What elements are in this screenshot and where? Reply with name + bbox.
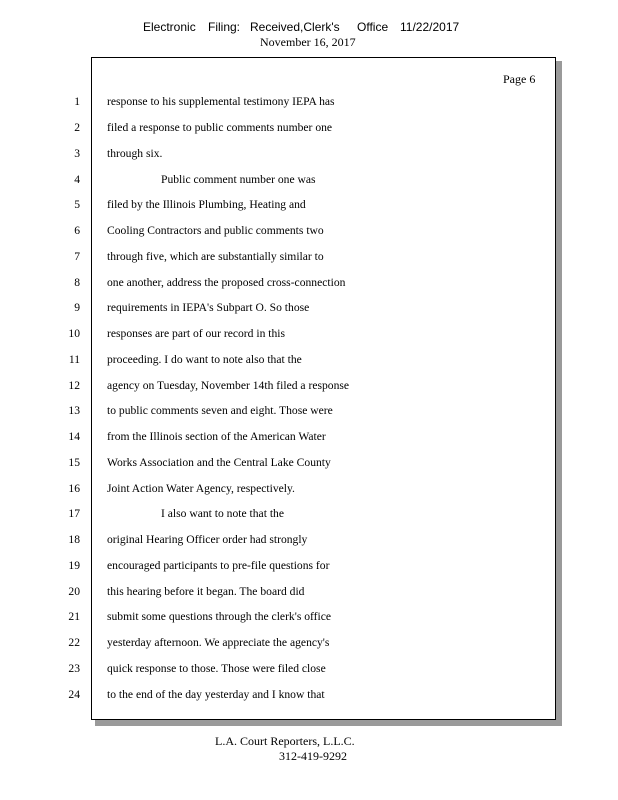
transcript-line <box>0 404 618 424</box>
line-text: yesterday afternoon. We appreciate the agency's <box>107 636 330 649</box>
line-number: 7 <box>74 250 80 263</box>
line-text: requirements in IEPA's Subpart O. So those <box>107 301 310 314</box>
line-number: 20 <box>68 585 80 598</box>
transcript-line <box>0 688 618 708</box>
line-text: I also want to note that the <box>161 507 284 520</box>
transcript-line <box>0 559 618 579</box>
transcript-date: November 16, 2017 <box>260 35 356 49</box>
line-text: quick response to those. Those were filed close <box>107 662 326 675</box>
line-number: 14 <box>68 430 80 443</box>
line-number: 21 <box>68 610 80 623</box>
line-text: response to his supplemental testimony IEPA has <box>107 95 335 108</box>
line-text: through six. <box>107 147 163 160</box>
line-number: 16 <box>68 482 80 495</box>
line-text: encouraged participants to pre-file questions for <box>107 559 330 572</box>
line-text: this hearing before it began. The board did <box>107 585 305 598</box>
line-number: 15 <box>68 456 80 469</box>
line-number: 23 <box>68 662 80 675</box>
line-number: 19 <box>68 559 80 572</box>
electronic-filing-stamp <box>0 20 618 36</box>
transcript-line <box>0 379 618 399</box>
transcript-line <box>0 276 618 296</box>
line-number: 13 <box>68 404 80 417</box>
line-text: from the Illinois section of the American Water <box>107 430 326 443</box>
line-number: 4 <box>74 173 80 186</box>
stamp-office: Office <box>357 20 389 34</box>
transcript-line <box>0 507 618 527</box>
transcript-line <box>0 585 618 605</box>
court-reporter-name: L.A. Court Reporters, L.L.C. <box>215 734 355 748</box>
line-number: 17 <box>68 507 80 520</box>
line-number: 3 <box>74 147 80 160</box>
line-number: 2 <box>74 121 80 134</box>
transcript-line <box>0 662 618 682</box>
transcript-line <box>0 224 618 244</box>
line-text: filed a response to public comments number one <box>107 121 333 134</box>
line-text: one another, address the proposed cross-connection <box>107 276 346 289</box>
transcript-line <box>0 456 618 476</box>
transcript-line <box>0 430 618 450</box>
line-number: 10 <box>68 327 80 340</box>
transcript-line <box>0 610 618 630</box>
line-number: 22 <box>68 636 80 649</box>
transcript-line <box>0 121 618 141</box>
line-text: to the end of the day yesterday and I know that <box>107 688 325 701</box>
line-number: 5 <box>74 198 80 211</box>
line-number: 11 <box>68 353 80 366</box>
transcript-line <box>0 301 618 321</box>
transcript-line <box>0 353 618 373</box>
transcript-line <box>0 198 618 218</box>
line-number: 1 <box>74 95 80 108</box>
transcript-line <box>0 95 618 115</box>
court-reporter-phone: 312-419-9292 <box>279 749 347 763</box>
transcript-line <box>0 533 618 553</box>
line-number: 6 <box>74 224 80 237</box>
stamp-received: Received,Clerk's <box>250 20 340 34</box>
transcript-line <box>0 147 618 167</box>
line-text: Cooling Contractors and public comments two <box>107 224 324 237</box>
line-text: to public comments seven and eight. Those were <box>107 404 333 417</box>
transcript-line <box>0 173 618 193</box>
line-text: filed by the Illinois Plumbing, Heating and <box>107 198 306 211</box>
stamp-date: 11/22/2017 <box>400 20 460 34</box>
stamp-electronic: Electronic <box>143 20 196 34</box>
line-number: 18 <box>68 533 80 546</box>
line-text: Joint Action Water Agency, respectively. <box>107 482 295 495</box>
line-number: 9 <box>74 301 80 314</box>
line-text: original Hearing Officer order had strongly <box>107 533 308 546</box>
stamp-filing: Filing: <box>208 20 241 34</box>
line-text: agency on Tuesday, November 14th filed a response <box>107 379 350 392</box>
page-number: Page 6 <box>503 72 536 86</box>
transcript-line <box>0 482 618 502</box>
transcript-line <box>0 327 618 347</box>
line-number: 24 <box>68 688 80 701</box>
line-number: 12 <box>68 379 80 392</box>
transcript-line <box>0 636 618 656</box>
line-text: proceeding. I do want to note also that the <box>107 353 302 366</box>
line-text: Works Association and the Central Lake County <box>107 456 331 469</box>
line-number: 8 <box>74 276 80 289</box>
line-text: Public comment number one was <box>161 173 316 186</box>
line-text: through five, which are substantially similar to <box>107 250 324 263</box>
line-text: submit some questions through the clerk's office <box>107 610 332 623</box>
line-text: responses are part of our record in this <box>107 327 286 340</box>
transcript-line <box>0 250 618 270</box>
